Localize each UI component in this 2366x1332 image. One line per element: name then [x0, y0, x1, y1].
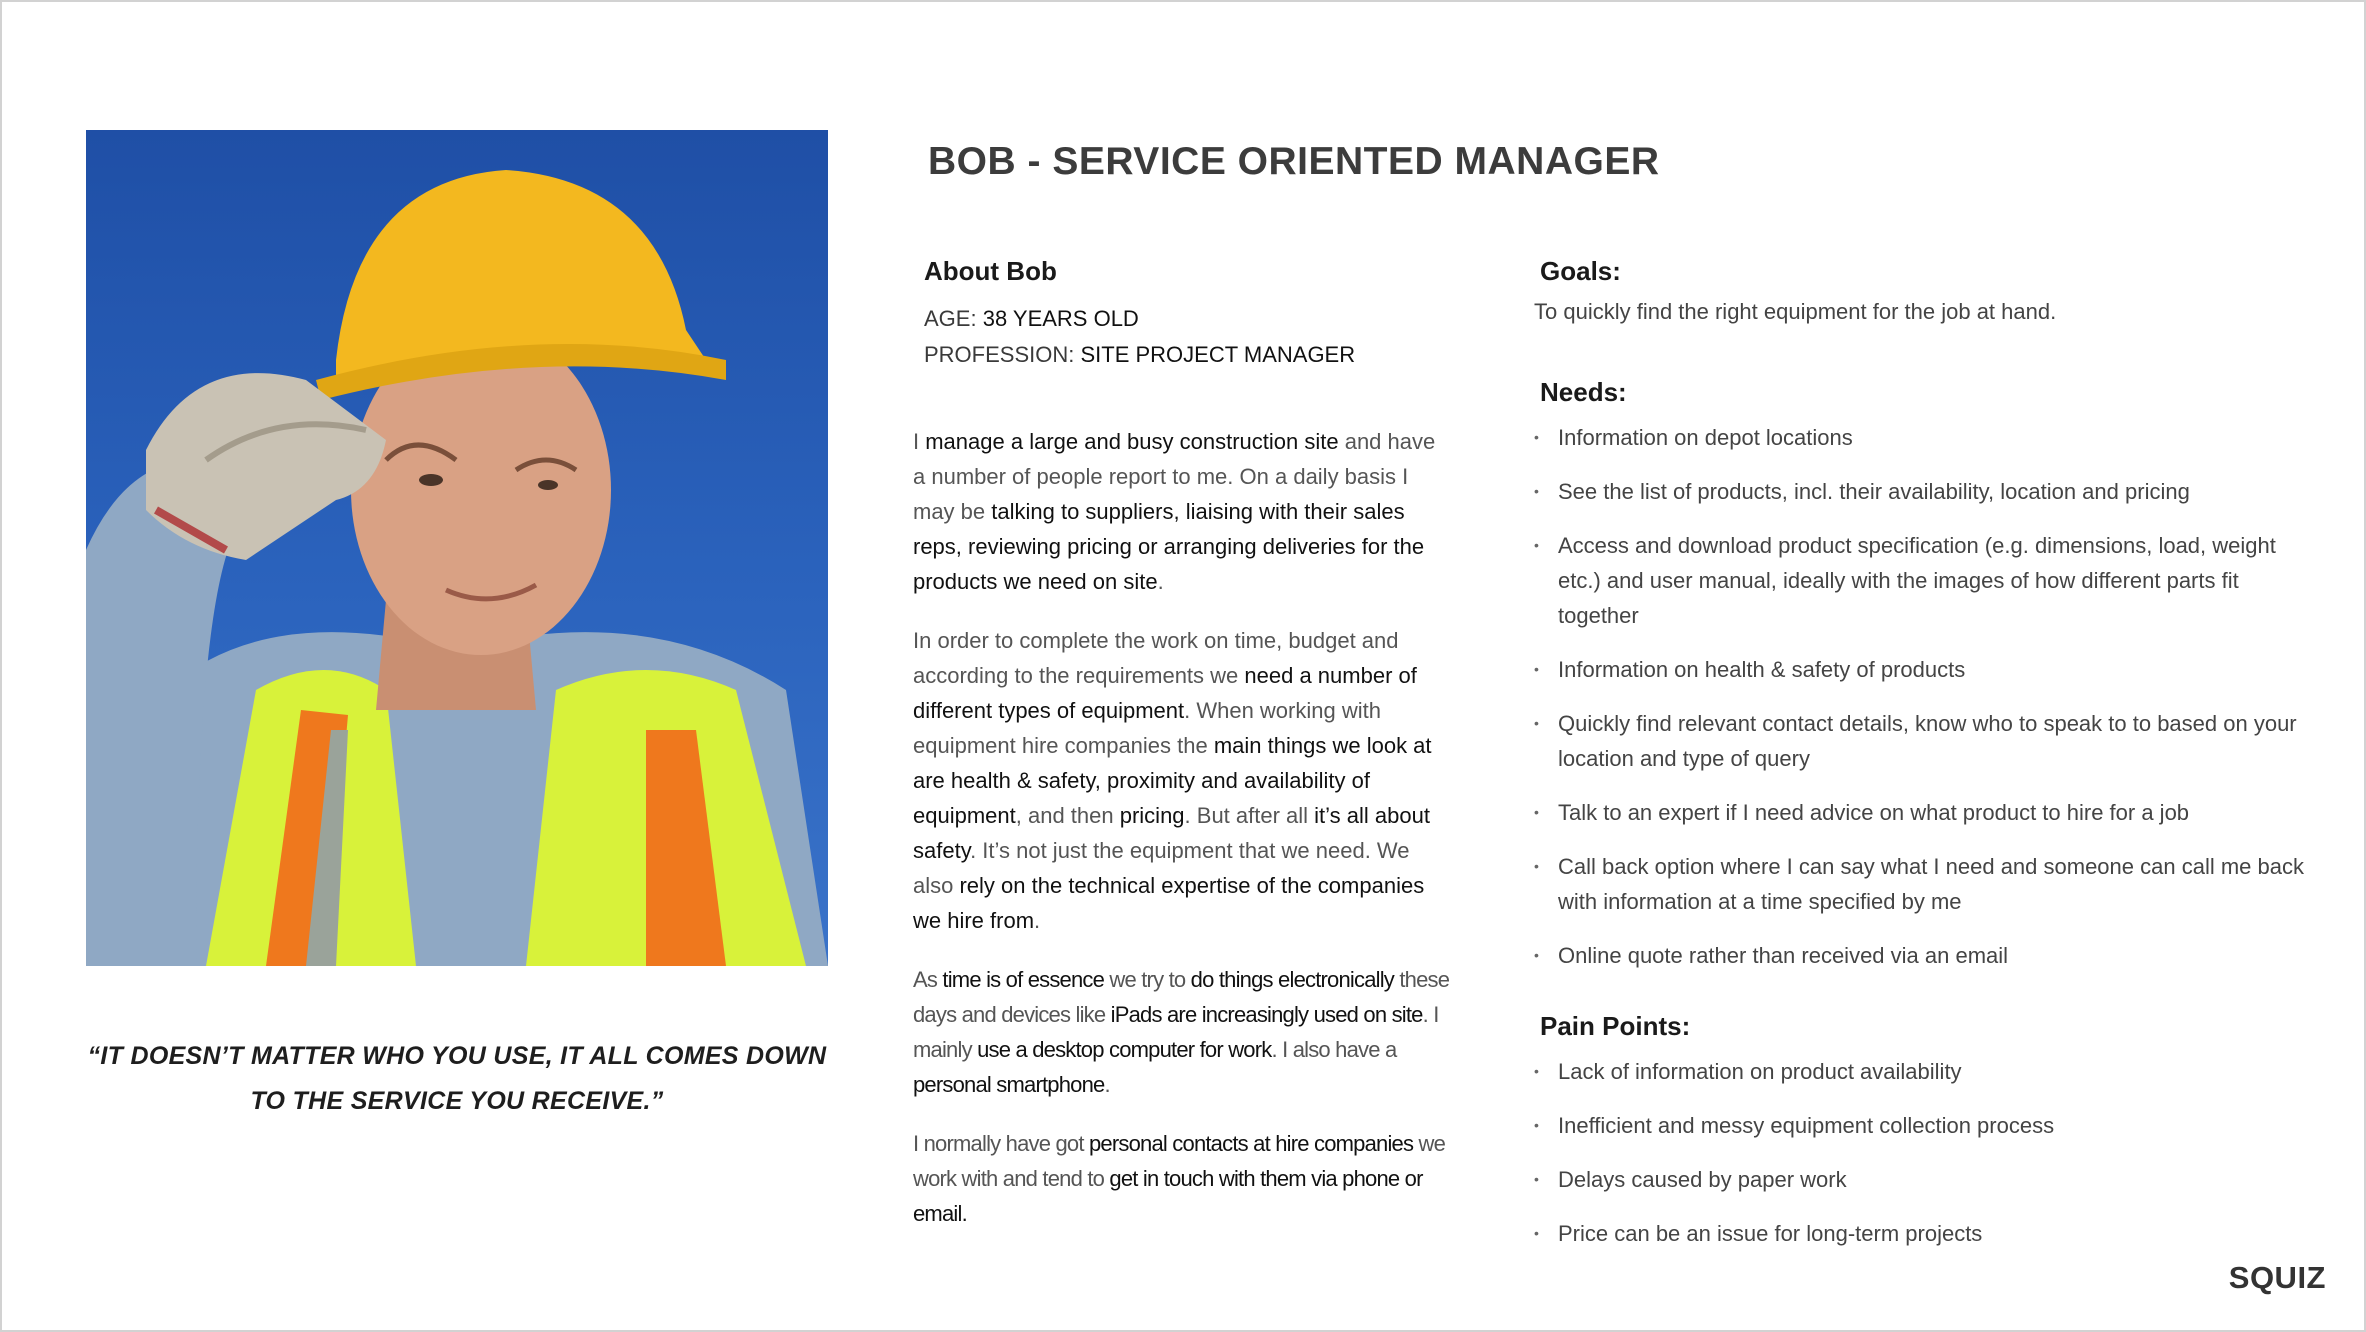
goal-text: To quickly find the right equipment for the job at hand. — [1534, 299, 2057, 324]
highlight: rely on the technical expertise of the companies we hire from — [913, 873, 1425, 933]
goals-heading: Goals: — [1540, 256, 1621, 286]
text: . — [1034, 908, 1041, 933]
age-label: AGE: — [924, 306, 977, 331]
needs-list — [1534, 420, 2304, 973]
quote-line-1: “IT DOESN’T MATTER WHO YOU USE, IT ALL COMES DOWN — [87, 1042, 827, 1070]
text: these days and devices like — [913, 967, 1450, 1027]
highlight: get in touch with them via phone or email. — [913, 1166, 1423, 1226]
text: we work with and tend to — [913, 1131, 1446, 1191]
highlight: talking to suppliers, liaising with their sales reps, reviewing pricing or arranging deliveries for the products we need on site — [913, 499, 1425, 594]
narrative-paragraph-3 — [913, 962, 1453, 1102]
highlight: do things electronically — [1190, 967, 1395, 992]
text: As — [913, 967, 943, 992]
highlight: personal smartphone — [913, 1072, 1105, 1097]
text: I normally have got — [913, 1131, 1089, 1156]
squiz-logo: SQUIZ — [2228, 1260, 2326, 1295]
list-item: • Quickly find relevant contact details, know who to speak to to based on your location and type of query — [1534, 706, 2304, 776]
list-item: • Online quote rather than received via an email — [1534, 938, 2304, 973]
age-row — [924, 301, 1464, 337]
list-item: • Inefficient and messy equipment collection process — [1534, 1108, 2304, 1143]
age-value: 38 YEARS OLD — [982, 306, 1139, 331]
profession-value: SITE PROJECT MANAGER — [1080, 342, 1356, 367]
text: . — [1157, 569, 1164, 594]
list-item: • Call back option where I can say what I need and someone can call me back with information at a time specified by me — [1534, 849, 2304, 919]
narrative-paragraph-4 — [913, 1126, 1453, 1231]
text: . When working with equipment hire companies the — [913, 698, 1381, 758]
list-item: • Information on depot locations — [1534, 420, 2304, 455]
list-item: • Lack of information on product availability — [1534, 1054, 2304, 1089]
highlight: use a desktop computer for work — [977, 1037, 1272, 1062]
persona-quote — [86, 1034, 828, 1124]
needs-heading: Needs: — [1540, 377, 1627, 407]
narrative-paragraph-2 — [913, 623, 1453, 938]
about-section — [924, 256, 1464, 373]
highlight: iPads are increasingly used on site — [1110, 1002, 1423, 1027]
text: , and then — [1015, 803, 1120, 828]
profession-label: PROFESSION: — [924, 342, 1075, 367]
construction-worker-illustration — [86, 130, 828, 966]
list-item: • Talk to an expert if I need advice on what product to hire for a job — [1534, 795, 2304, 830]
list-item: • Information on health & safety of products — [1534, 652, 2304, 687]
highlight: it’s all about safety — [913, 803, 1430, 863]
highlight: pricing — [1119, 803, 1185, 828]
about-heading: About Bob — [924, 256, 1057, 286]
highlight: manage a large and busy construction site — [925, 429, 1339, 454]
persona-photo — [86, 130, 828, 966]
text: I — [913, 429, 926, 454]
list-item: • See the list of products, incl. their availability, location and pricing — [1534, 474, 2304, 509]
text: . But after all — [1184, 803, 1315, 828]
narrative-paragraph-1 — [913, 424, 1453, 599]
quote-line-2: TO THE SERVICE YOU RECEIVE.” — [250, 1087, 664, 1115]
list-item: • Access and download product specification (e.g. dimensions, load, weight etc.) and user manual, ideally with the images of how different parts fit together — [1534, 528, 2304, 633]
highlight: personal contacts at hire companies — [1089, 1131, 1414, 1156]
list-item: • Delays caused by paper work — [1534, 1162, 2304, 1197]
pain-points-heading: Pain Points: — [1540, 1011, 1691, 1041]
persona-narrative — [913, 424, 1453, 1255]
list-item: • Price can be an issue for long-term projects — [1534, 1216, 2304, 1251]
pain-points-list — [1534, 1054, 2304, 1251]
text: . — [1104, 1072, 1110, 1097]
goals-needs-pain-column — [1534, 256, 2304, 1270]
text: . I mainly — [913, 1002, 1439, 1062]
text: and have a number of people report to me. On a daily basis I may be — [913, 429, 1436, 524]
highlight: main things we look at are health & safety, proximity and availability of equipment — [913, 733, 1432, 828]
page-title: BOB - SERVICE ORIENTED MANAGER — [928, 140, 1660, 183]
highlight: need a number of different types of equipment — [913, 663, 1417, 723]
text: we try to — [1104, 967, 1191, 992]
highlight: time is of essence — [942, 967, 1105, 992]
text: . I also have a — [1271, 1037, 1397, 1062]
text: In order to complete the work on time, budget and according to the requirements we — [913, 628, 1399, 688]
profession-row — [924, 337, 1464, 373]
text: . It’s not just the equipment that we need. We also — [913, 838, 1410, 898]
